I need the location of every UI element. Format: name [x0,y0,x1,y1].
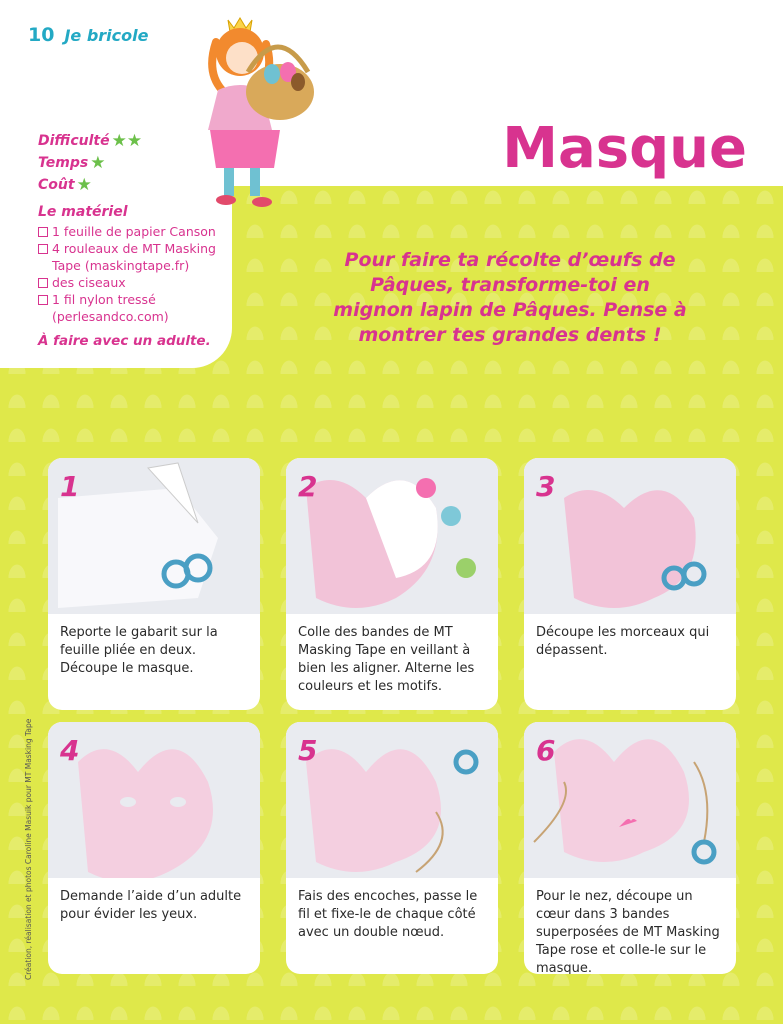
list-item: des ciseaux [38,274,228,291]
page-title: Masque [502,116,747,181]
step-photo [524,458,736,614]
ratings [38,130,142,196]
step-card-4 [48,722,260,974]
step-number: 6 [536,734,556,767]
step-card-5 [286,722,498,974]
step-card-3 [524,458,736,710]
rating-label: Coût [38,177,75,193]
list-item: 1 fil nylon tressé (perlesandco.com) [38,291,228,325]
rating-difficulty [38,130,142,152]
step-photo [286,458,498,614]
checkbox-icon [38,295,48,305]
step-text: Fais des encoches, passe le fil et fixe-le de chaque côté avec un double nœud. [298,889,478,940]
rating-time [38,152,142,174]
checkbox-icon [38,244,48,254]
rating-label: Temps [38,155,89,171]
star-icon: ★ [76,174,92,195]
step-number: 3 [536,470,556,503]
step-text: Reporte le gabarit sur la feuille pliée en deux. Découpe le masque. [60,625,218,676]
step-photo [286,722,498,878]
step-number: 4 [60,734,80,767]
section-title: Je bricole [64,26,149,45]
checkbox-icon [38,227,48,237]
intro-text: Pour faire ta récolte d’œufs de Pâques, transforme-toi en mignon lapin de Pâques. Pense à montrer tes grandes dents ! [333,249,687,346]
step-photo [524,722,736,878]
step-photo [48,458,260,614]
page-number: 10 [28,24,55,46]
step-card-2 [286,458,498,710]
step-number: 5 [298,734,318,767]
list-item: 4 rouleaux de MT Masking Tape (maskingtape.fr) [38,240,228,274]
step-text: Découpe les morceaux qui dépassent. [536,625,710,658]
photo-credit: Création, réalisation et photos Caroline Masuik pour MT Masking Tape [24,718,33,980]
step-number: 1 [60,470,80,503]
star-icon: ★★ [111,130,143,151]
step-text: Demande l’aide d’un adulte pour évider les yeux. [60,889,242,922]
step-text: Pour le nez, découpe un cœur dans 3 bandes superposées de MT Masking Tape rose et colle-le sur le masque. [536,889,720,974]
materials-list [38,204,228,349]
adult-note: À faire avec un adulte. [38,333,211,349]
list-item: 1 feuille de papier Canson [38,223,228,240]
rating-cost [38,174,142,196]
girl-with-basket-illustration [188,12,318,217]
checkbox-icon [38,278,48,288]
step-card-1 [48,458,260,710]
step-text: Colle des bandes de MT Masking Tape en veillant à bien les aligner. Alterne les couleurs et les motifs. [298,625,475,694]
materials-title: Le matériel [38,204,128,220]
star-icon: ★ [90,152,106,173]
step-number: 2 [298,470,318,503]
step-card-6 [524,722,736,974]
page-header [28,24,148,46]
step-photo [48,722,260,878]
rating-label: Difficulté [38,133,110,149]
